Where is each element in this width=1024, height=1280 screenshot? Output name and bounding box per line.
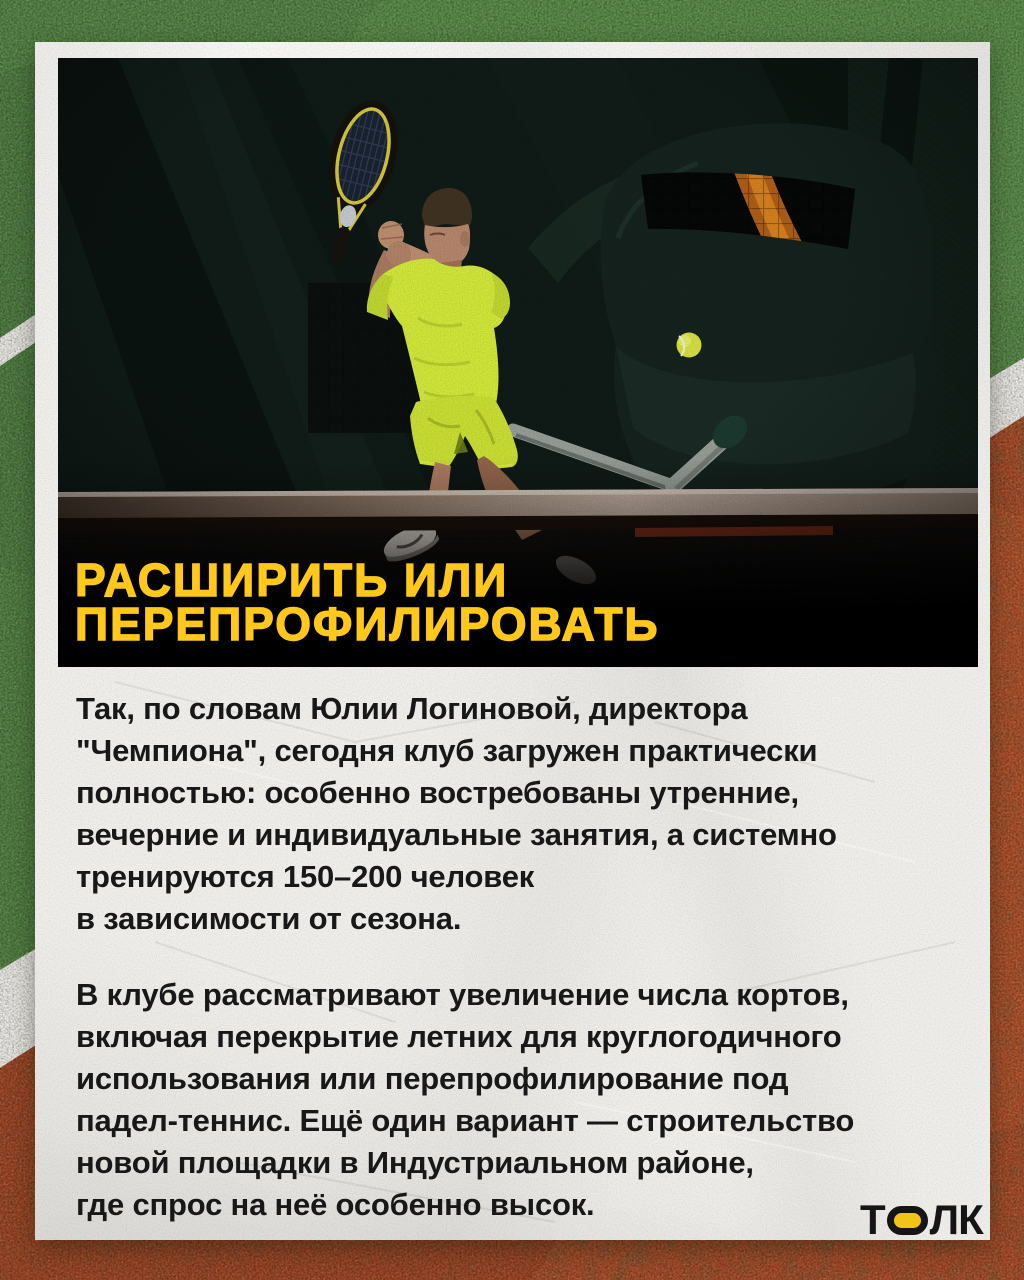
- text-line: где спрос на неё особенно высок.: [76, 1187, 595, 1222]
- logo-letter-t: Т: [860, 1196, 885, 1243]
- headline: [75, 554, 660, 650]
- text-line: вечерние и индивидуальные занятия, а системно: [76, 817, 837, 852]
- headline-line-2: ПЕРЕПРОФИЛИРОВАТЬ: [75, 598, 660, 650]
- paper-card: [35, 42, 990, 1243]
- text-line: Так, по словам Юлии Логиновой, директора: [76, 691, 748, 726]
- text-line: полностью: особенно востребованы утренние,: [76, 775, 799, 810]
- text-line: падел-теннис. Ещё один вариант — строительство: [76, 1103, 855, 1138]
- logo-letter-o-pill-icon: [887, 1206, 928, 1235]
- body-paragraph-2: [76, 974, 956, 1226]
- tolk-logo: [860, 1196, 983, 1243]
- text-line: тренируются 150–200 человек: [76, 859, 535, 894]
- tennis-photo: [58, 58, 978, 667]
- text-line: включая перекрытие летних для круглогодичного: [76, 1019, 842, 1054]
- body-paragraph-1: [76, 688, 956, 940]
- text-line: В клубе рассматривают увеличение числа кортов,: [76, 977, 849, 1012]
- text-line: использования или перепрофилирование под: [76, 1061, 789, 1096]
- headline-line-1: РАСШИРИТЬ ИЛИ: [75, 554, 509, 606]
- logo-letters-lk: ЛК: [929, 1196, 983, 1243]
- text-line: новой площадки в Индустриальном районе,: [76, 1145, 754, 1180]
- text-line: в зависимости от сезона.: [76, 901, 462, 936]
- text-line: "Чемпиона", сегодня клуб загружен практически: [76, 733, 818, 768]
